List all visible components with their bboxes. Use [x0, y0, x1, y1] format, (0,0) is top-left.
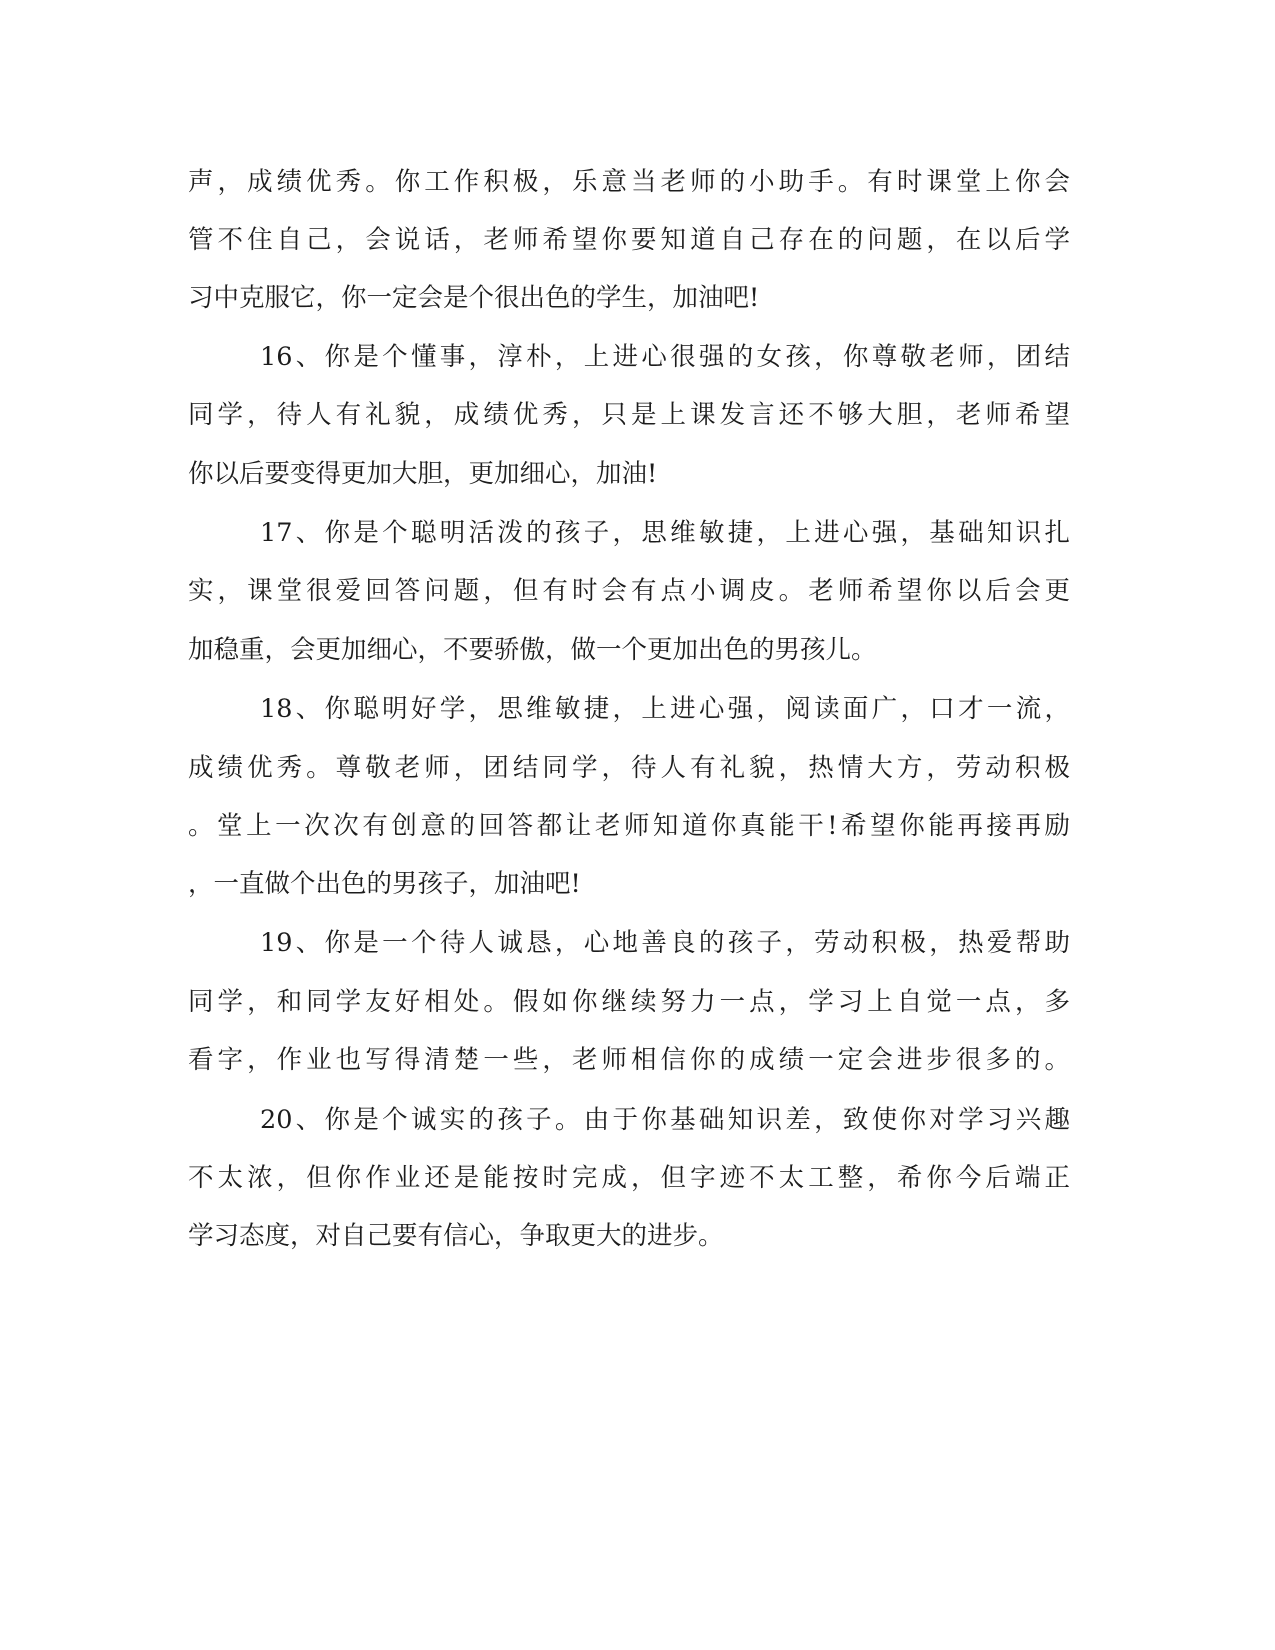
text-line: 声，成绩优秀。你工作积极，乐意当老师的小助手。有时课堂上你会	[188, 167, 1070, 197]
text-line: 同学，和同学友好相处。假如你继续努力一点，学习上自觉一点，多	[188, 987, 1070, 1017]
text-line: 你以后要变得更加大胆，更加细心，加油!	[188, 459, 658, 489]
text-line: 管不住自己，会说话，老师希望你要知道自己存在的问题，在以后学	[188, 225, 1070, 255]
item-18-first-line: 18、你聪明好学，思维敏捷，上进心强，阅读面广，口才一流，	[260, 694, 1070, 724]
text-line: 学习态度，对自己要有信心，争取更大的进步。	[188, 1221, 724, 1251]
text-line: 同学，待人有礼貌，成绩优秀，只是上课发言还不够大胆，老师希望	[188, 400, 1070, 430]
text-line: 不太浓，但你作业还是能按时完成，但字迹不太工整，希你今后端正	[188, 1163, 1070, 1193]
text-line: 。堂上一次次有创意的回答都让老师知道你真能干!希望你能再接再励	[188, 811, 1070, 841]
text-line: 实，课堂很爱回答问题，但有时会有点小调皮。老师希望你以后会更	[188, 576, 1070, 606]
text-line: 成绩优秀。尊敬老师，团结同学，待人有礼貌，热情大方，劳动积极	[188, 753, 1070, 783]
text-line: ，一直做个出色的男孩子，加油吧!	[188, 869, 581, 899]
text-line: 看字，作业也写得清楚一些，老师相信你的成绩一定会进步很多的。	[188, 1045, 1070, 1075]
item-20-first-line: 20、你是个诚实的孩子。由于你基础知识差，致使你对学习兴趣	[260, 1105, 1070, 1135]
item-16-first-line: 16、你是个懂事，淳朴，上进心很强的女孩，你尊敬老师，团结	[260, 342, 1070, 372]
item-19-first-line: 19、你是一个待人诚恳，心地善良的孩子，劳动积极，热爱帮助	[260, 928, 1070, 958]
text-line: 加稳重，会更加细心，不要骄傲，做一个更加出色的男孩儿。	[188, 635, 877, 665]
text-line: 习中克服它，你一定会是个很出色的学生，加油吧!	[188, 283, 760, 313]
item-17-first-line: 17、你是个聪明活泼的孩子，思维敏捷，上进心强，基础知识扎	[260, 518, 1070, 548]
